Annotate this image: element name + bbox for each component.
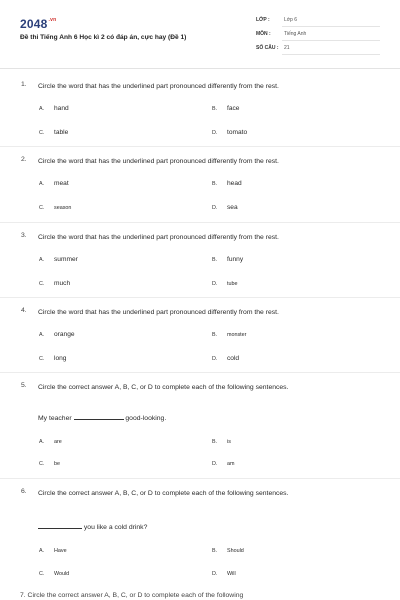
- question-number: 1.: [21, 81, 27, 88]
- answer-blank[interactable]: [38, 527, 82, 529]
- answer-blank[interactable]: [74, 418, 124, 420]
- page-header: $2048^{.vn}$ Đề thi Tiếng Anh 6 Học kì 2 có đáp án, cực hay (Đề 1) LỚP : Lớp 6 MÔN : Tiếng Anh SỐ CÂU : 21: [0, 0, 400, 69]
- question-7-partial: 7. Circle the correct answer A, B, C, or D to complete each of the following: [20, 592, 244, 599]
- divider: [0, 372, 400, 373]
- question-stem: My teacher good-looking.: [38, 415, 167, 422]
- question-text: Circle the correct answer A, B, C, or D to complete each of the following sentences.: [38, 490, 289, 497]
- question-text: Circle the word that has the underlined part pronounced differently from the rest.: [38, 158, 279, 165]
- question-text: Circle the word that has the underlined part pronounced differently from the rest.: [38, 83, 279, 90]
- question-text: Circle the word that has the underlined part pronounced differently from the rest.: [38, 309, 279, 316]
- question-number: 4.: [21, 307, 27, 314]
- question-number: 2.: [21, 156, 27, 163]
- question-number: 6.: [21, 488, 27, 495]
- divider: [0, 222, 400, 223]
- question-stem: you like a cold drink?: [38, 524, 147, 531]
- page-title: Đề thi Tiếng Anh 6 Học kì 2 có đáp án, cực hay (Đề 1): [20, 34, 187, 41]
- question-number: 5.: [21, 382, 27, 389]
- question-text: Circle the correct answer A, B, C, or D to complete each of the following sentences.: [38, 384, 289, 391]
- divider: [0, 297, 400, 298]
- site-logo[interactable]: $2048^{.vn}$: [20, 17, 57, 31]
- divider: [0, 146, 400, 147]
- question-number: 3.: [21, 232, 27, 239]
- divider: [0, 478, 400, 479]
- question-text: Circle the word that has the underlined part pronounced differently from the rest.: [38, 234, 279, 241]
